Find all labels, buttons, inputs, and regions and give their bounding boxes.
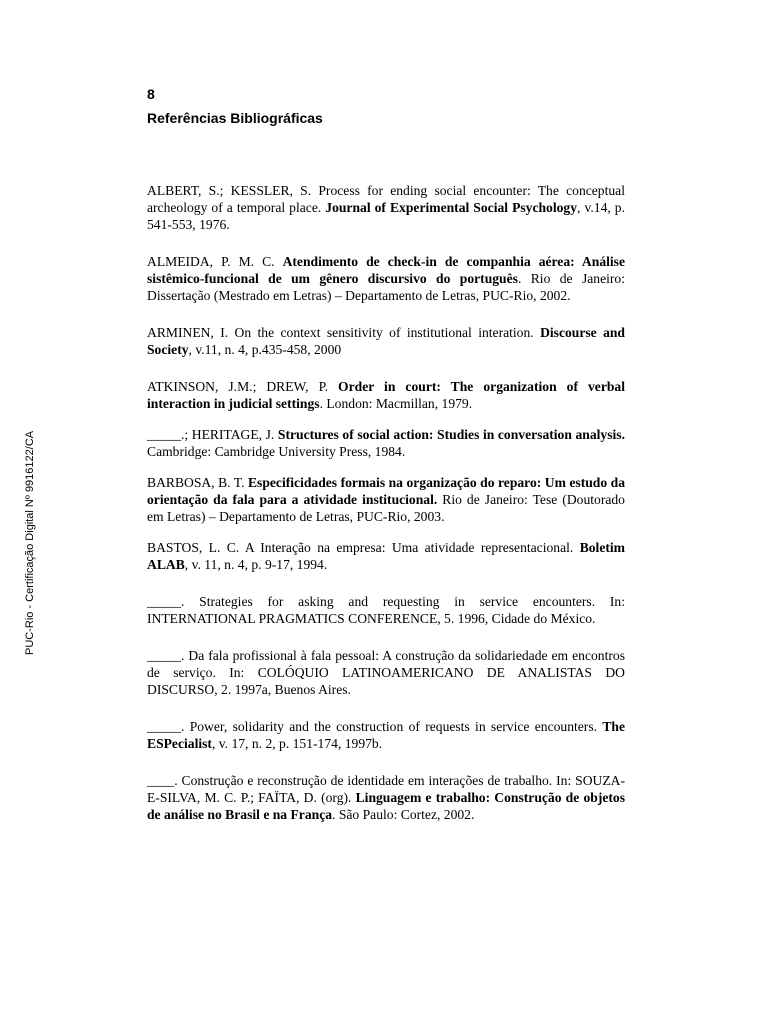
reference-text: ATKINSON, J.M.; DREW, P. [147,379,339,394]
reference-text: _____. Strategies for asking and requesting in service encounters. In: INTERNATIONAL PRAGMATICS CONFERENCE, 5. 1996, Cidade do México. [147,594,625,626]
reference-bold-title: Journal of Experimental Social Psychology [325,200,578,215]
reference-text: ____. Construção e reconstrução de identidade em interações de trabalho. In: SOUZA-E-SILVA, M. C. P.; FAÏTA, D. (org). [147,773,625,805]
reference-entry [147,772,625,823]
reference-text: , v.14, p. 541-553, 1976. [147,200,625,232]
reference-bold-title: Order in court: The organization of verbal interaction in judicial settings [147,379,625,411]
reference-entry [147,378,625,412]
reference-text: BARBOSA, B. T. [147,475,248,490]
reference-text: , v. 17, n. 2, p. 151-174, 1997b. [211,736,383,751]
reference-entry [147,324,625,358]
reference-entry [147,182,625,233]
reference-bold-title: Structures of social action: Studies in conversation analysis. [277,427,625,442]
reference-bold-title: Especificidades formais na organização do reparo: Um estudo da orientação da fala para a atividade institucional. [147,475,626,507]
reference-text: _____. Power, solidarity and the construction of requests in service encounters. [147,719,603,734]
reference-bold-title: The ESPecialist [147,719,625,751]
reference-entry [147,647,625,698]
reference-entry [147,718,625,752]
reference-text: , v.11, n. 4, p.435-458, 2000 [188,342,342,357]
reference-text: _____.; HERITAGE, J. [147,427,278,442]
reference-bold-title: Linguagem e trabalho: Construção de objetos de análise no Brasil e na França [147,790,625,822]
reference-text: Cambridge: Cambridge University Press, 1984. [147,444,406,459]
reference-bold-title: Atendimento de check-in de companhia aérea: Análise sistêmico-funcional de um gênero discursivo do português [147,254,625,286]
reference-text: , v. 11, n. 4, p. 9-17, 1994. [184,557,328,572]
reference-text: BASTOS, L. C. A Interação na empresa: Uma atividade representacional. [147,540,580,555]
reference-text: Rio de Janeiro: Tese (Doutorado em Letras) – Departamento de Letras, PUC-Rio, 2003. [147,492,625,524]
reference-list [147,182,625,843]
reference-text: . London: Macmillan, 1979. [319,396,473,411]
reference-text: . Rio de Janeiro: Dissertação (Mestrado em Letras) – Departamento de Letras, PUC-Rio, 2002. [147,271,625,303]
reference-entry [147,593,625,627]
reference-entry [147,539,625,573]
reference-entry [147,426,625,460]
reference-text: ALBERT, S.; KESSLER, S. Process for ending social encounter: The conceptual archeology of a temporal place. [147,183,625,215]
reference-text: ARMINEN, I. On the context sensitivity of institutional interation. [147,325,541,340]
reference-entry [147,253,625,304]
reference-text: _____. Da fala profissional à fala pessoal: A construção da solidariedade em encontros de serviço. In: COLÓQUIO LATINOAMERICANO DE ANALISTAS DO DISCURSO, 2. 1997a, Buenos Aires. [147,648,625,697]
chapter-number: 8 [147,86,155,102]
reference-entry [147,474,625,525]
reference-bold-title: Boletim ALAB [147,540,625,572]
certification-stamp: PUC-Rio - Certificação Digital Nº 9916122/CA [24,430,36,655]
reference-text: ALMEIDA, P. M. C. [147,254,283,269]
reference-text: . São Paulo: Cortez, 2002. [332,807,475,822]
chapter-title: Referências Bibliográficas [147,110,323,126]
reference-bold-title: Discourse and Society [147,325,625,357]
